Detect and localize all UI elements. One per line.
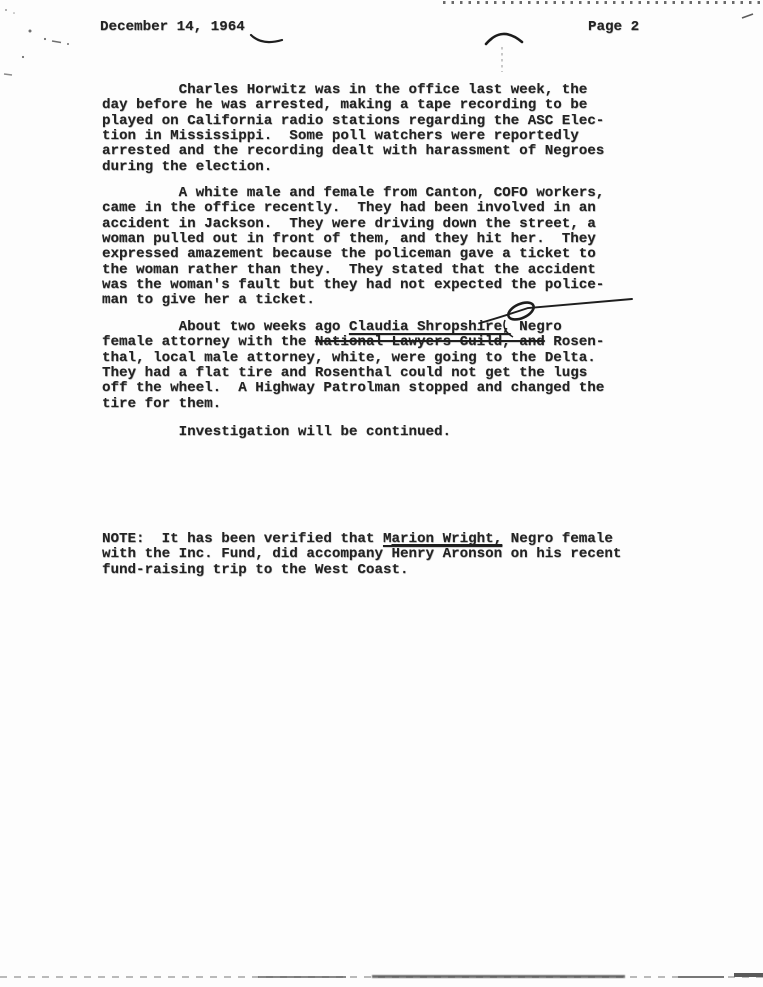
text-line: with the Inc. Fund, did accompany Henry Aronson on his recent <box>102 546 622 563</box>
text-line: Investigation will be continued. <box>102 424 452 440</box>
text-line: NOTE: It has been verified that Marion Wright, Negro female <box>102 531 613 547</box>
bottom-scan-smudge-segment <box>678 976 724 978</box>
text-line: They had a flat tire and Rosenthal could not get the lugs <box>102 365 588 382</box>
handwritten-underline-mark: Claudia Shropshire, <box>348 319 511 335</box>
text-line: female attorney with the National Lawyers Guild, and Rosen- <box>102 334 605 351</box>
text-line: expressed amazement because the policeman gave a ticket to <box>102 246 596 263</box>
bottom-scan-smudge-segment <box>734 973 763 977</box>
text-line: during the election. <box>102 158 273 175</box>
text-line: thal, local male attorney, white, were going to the Delta. <box>102 349 596 366</box>
text-line: off the wheel. A Highway Patrolman stopped and changed the <box>102 380 605 397</box>
corner-tick-mark <box>742 14 753 18</box>
paragraph-investigation <box>102 425 451 440</box>
text-line: tion in Mississippi. Some poll watchers were reportedly <box>102 128 579 145</box>
text-line: woman pulled out in front of them, and they hit her. They <box>102 231 596 248</box>
text-line: man to give her a ticket. <box>102 292 315 309</box>
text-line: accident in Jackson. They were driving down the street, a <box>102 215 596 232</box>
paragraph-claudia-shropshire <box>102 320 604 412</box>
text-line: tire for them. <box>102 395 222 412</box>
scan-speckles <box>4 9 69 75</box>
text-line: day before he was arrested, making a tape recording to be <box>102 97 588 114</box>
text-line: A white male and female from Canton, COFO workers, <box>102 185 605 201</box>
bottom-scan-smudge-segment <box>372 975 625 978</box>
text-line: was the woman's fault but they had not expected the police- <box>102 277 605 294</box>
arc-mark-tip <box>486 39 492 44</box>
handwritten-strike-mark: National Lawyers Guild, and <box>314 334 545 351</box>
handwritten-overline-mark: Henry Aronson <box>391 546 503 563</box>
text-line: played on California radio stations regarding the ASC Elec- <box>102 112 605 129</box>
perforation-dots <box>443 1 761 4</box>
text-line: arrested and the recording dealt with harassment of Negroes <box>102 143 605 160</box>
arc-mark <box>486 34 522 44</box>
text-line: Charles Horwitz was in the office last week, the <box>102 82 588 98</box>
text-line: fund-raising trip to the West Coast. <box>102 561 409 578</box>
handwritten-underline-mark: Marion Wright, <box>382 531 503 547</box>
bottom-scan-smudge-segment <box>258 976 346 978</box>
date-swash-mark <box>251 35 282 42</box>
document-date: December 14, 1964 <box>100 19 245 35</box>
text-line: About two weeks ago Claudia Shropshire, Negro <box>102 319 562 335</box>
page-number: Page 2 <box>588 19 640 35</box>
text-line: the woman rather than they. They stated that the accident <box>102 261 596 278</box>
paragraph-charles-horwitz <box>102 83 604 175</box>
text-line: came in the office recently. They had been involved in an <box>102 200 596 217</box>
paragraph-note <box>102 532 621 578</box>
paragraph-canton-workers <box>102 186 604 309</box>
